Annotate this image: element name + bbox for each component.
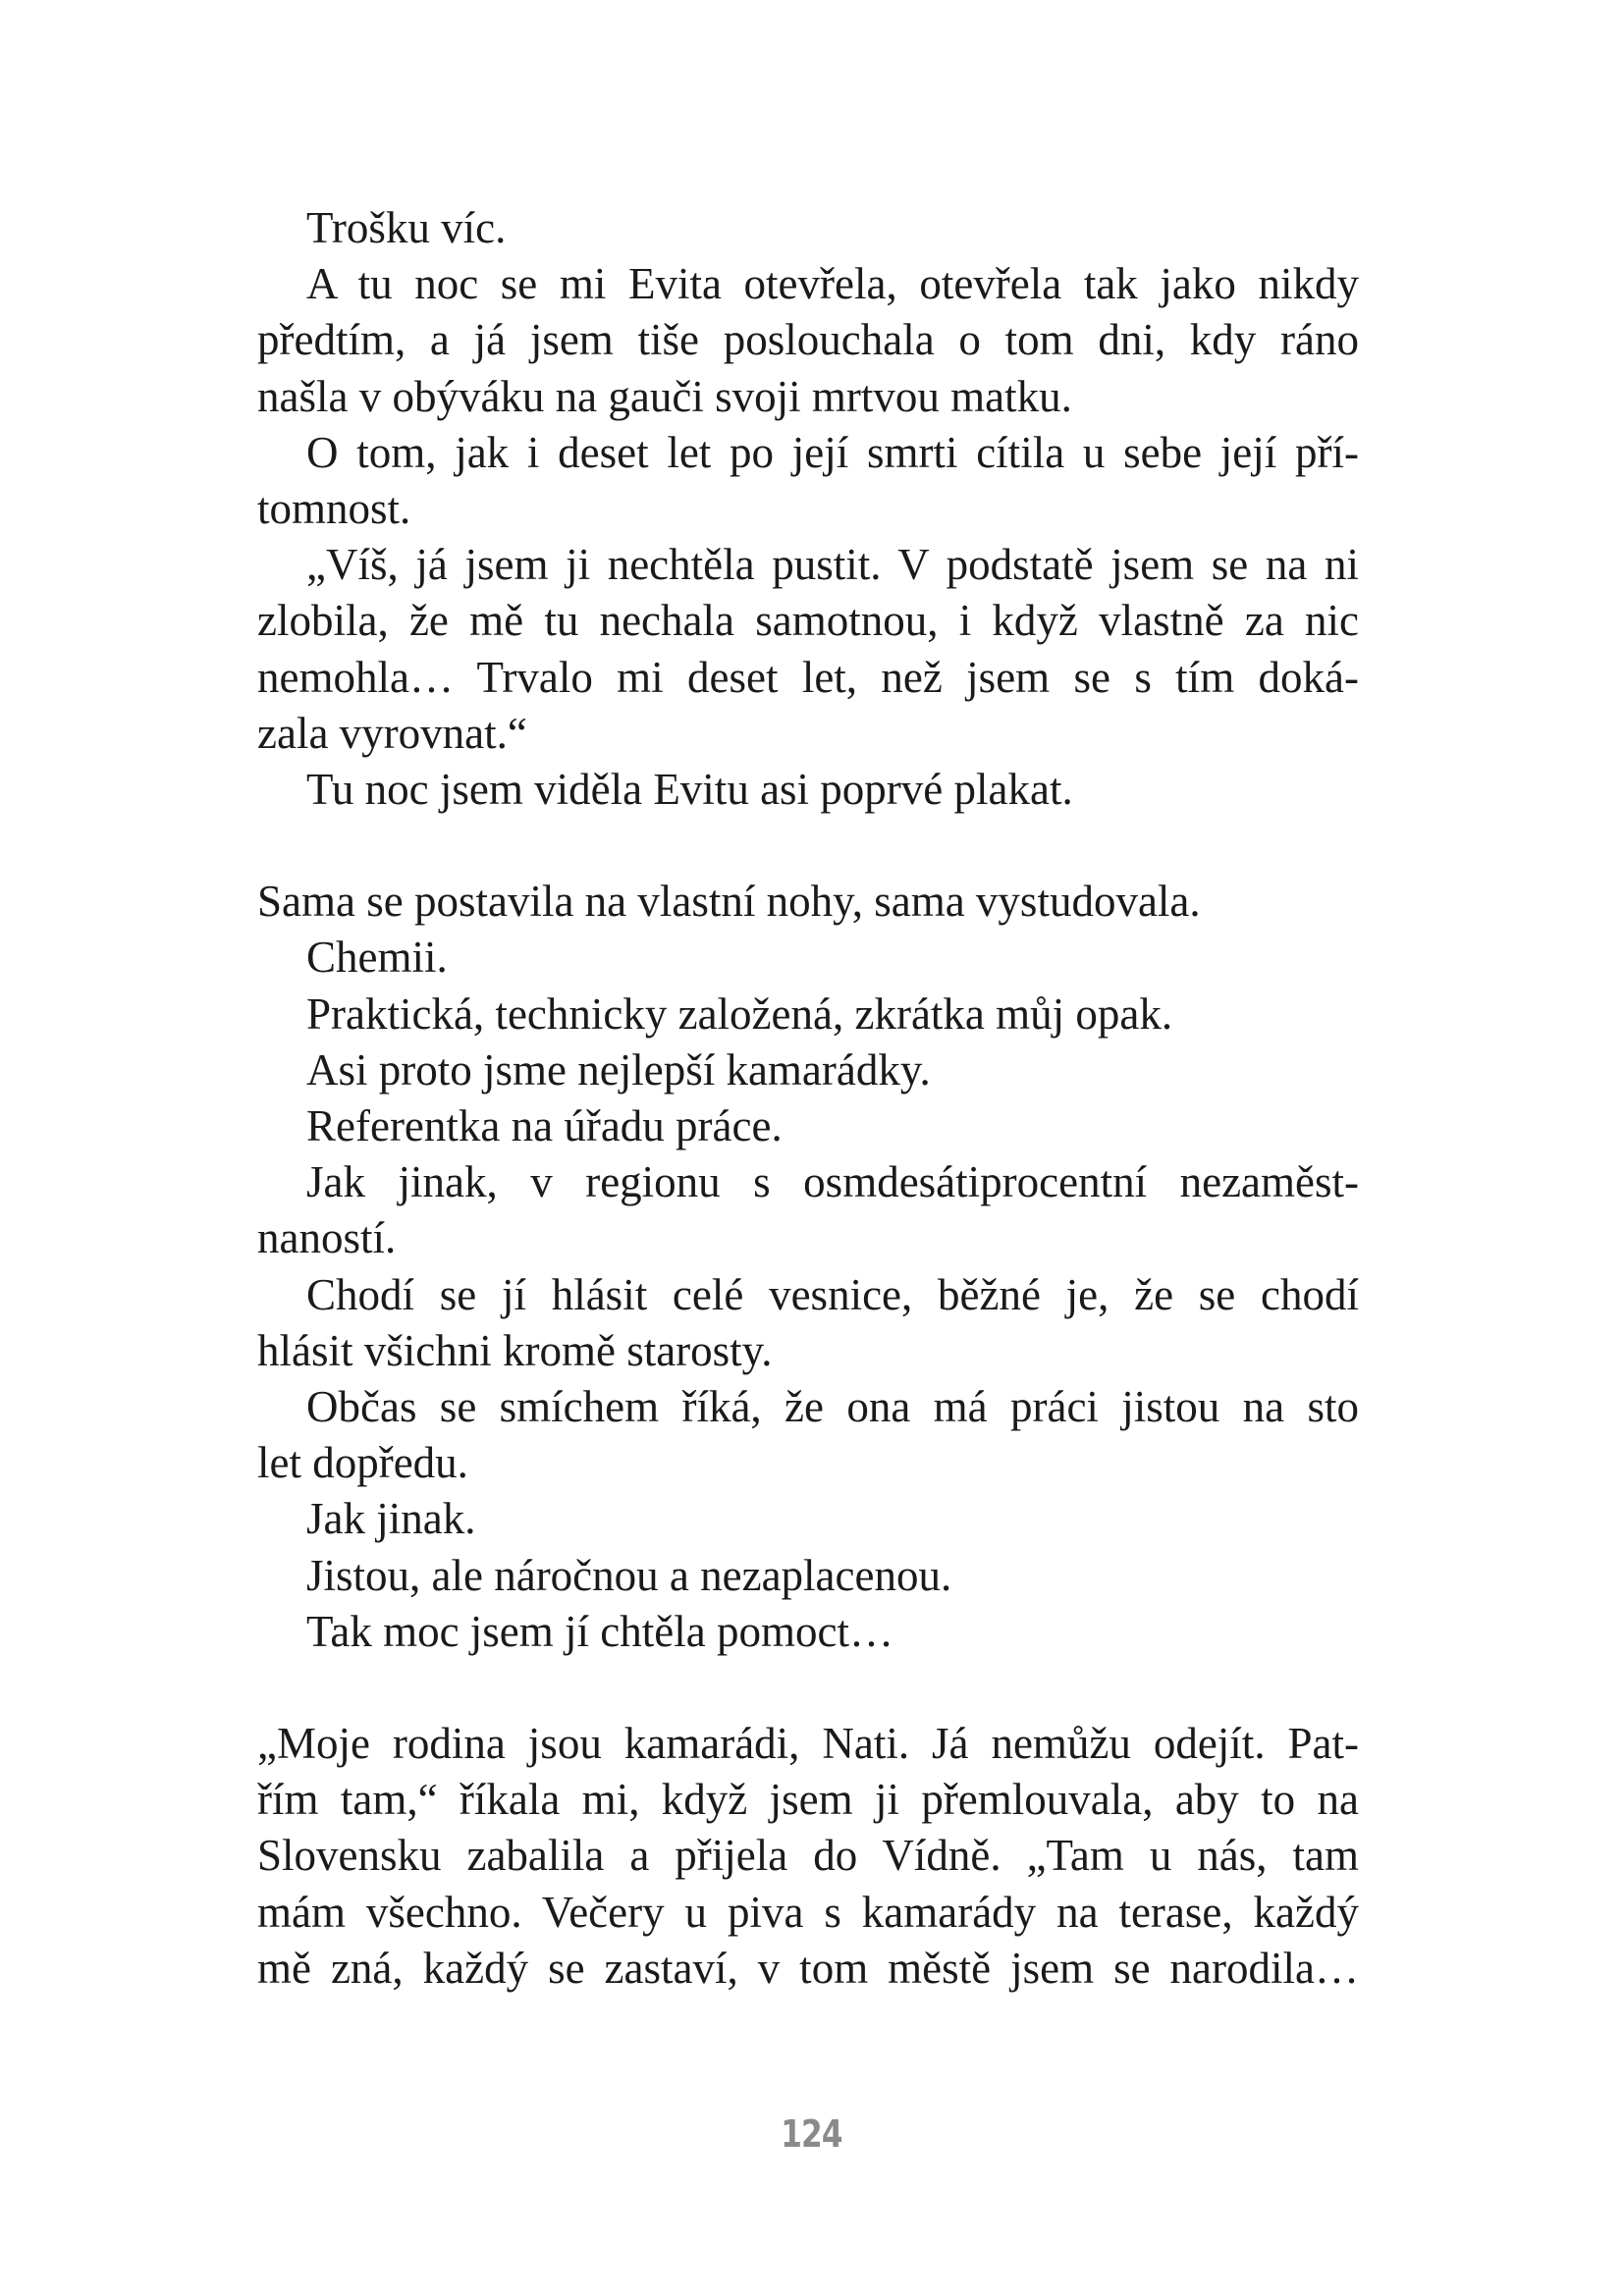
section-break (257, 1660, 1359, 1716)
page-number: 124 (781, 2112, 842, 2156)
section-break (257, 818, 1359, 874)
body-text (257, 200, 1359, 1997)
text-line: mám všechno. Večery u piva s kamarády na terase, každý (257, 1887, 1359, 1937)
text-line: O tom, jak i deset let po její smrti cítila u sebe její pří- (306, 427, 1359, 477)
text-line: Tu noc jsem viděla Evitu asi poprvé plakat. (306, 764, 1073, 814)
text-line: tomnost. (257, 483, 411, 533)
text-line: let dopředu. (257, 1438, 468, 1488)
text-line: Referentka na úřadu práce. (306, 1101, 783, 1150)
text-line: zlobila, že mě tu nechala samotnou, i když vlastně za nic (257, 596, 1359, 646)
text-line: Chodí se jí hlásit celé vesnice, běžné je, že se chodí (306, 1269, 1359, 1319)
text-line: zala vyrovnat.“ (257, 708, 527, 758)
text-line: Slovensku zabalila a přijela do Vídně. „Tam u nás, tam (257, 1831, 1359, 1881)
text-line: Chemii. (306, 933, 448, 983)
text-line: Praktická, technicky založená, zkrátka můj opak. (306, 988, 1173, 1039)
text-line: A tu noc se mi Evita otevřela, otevřela tak jako nikdy (306, 259, 1359, 309)
text-line: „Moje rodina jsou kamarádi, Nati. Já nemůžu odejít. Pat- (257, 1719, 1359, 1769)
text-line: řím tam,“ říkala mi, když jsem ji přemlouvala, aby to na (257, 1775, 1359, 1825)
text-line: předtím, a já jsem tiše poslouchala o tom dni, kdy ráno (257, 315, 1359, 365)
text-line: Jak jinak, v regionu s osmdesátiprocentní nezaměst- (306, 1157, 1359, 1207)
text-line: Trošku víc. (306, 203, 507, 252)
text-line: hlásit všichni kromě starosty. (257, 1325, 773, 1375)
text-line: Občas se smíchem říká, že ona má práci jistou na sto (306, 1381, 1359, 1431)
text-line: Jak jinak. (306, 1494, 476, 1544)
text-line: mě zná, každý se zastaví, v tom městě jsem se narodila… (257, 1943, 1359, 1993)
text-line: našla v obýváku na gauči svoji mrtvou matku. (257, 371, 1072, 421)
text-line: nemohla… Trvalo mi deset let, než jsem se s tím doká- (257, 652, 1359, 702)
text-line: „Víš, já jsem ji nechtěla pustit. V podstatě jsem se na ni (306, 540, 1359, 590)
text-line: Asi proto jsme nejlepší kamarádky. (306, 1044, 931, 1095)
text-line: Jistou, ale náročnou a nezaplacenou. (306, 1550, 952, 1600)
text-line: Sama se postavila na vlastní nohy, sama vystudovala. (257, 877, 1201, 927)
text-line: naností. (257, 1213, 397, 1263)
text-line: Tak moc jsem jí chtěla pomoct… (306, 1606, 893, 1656)
